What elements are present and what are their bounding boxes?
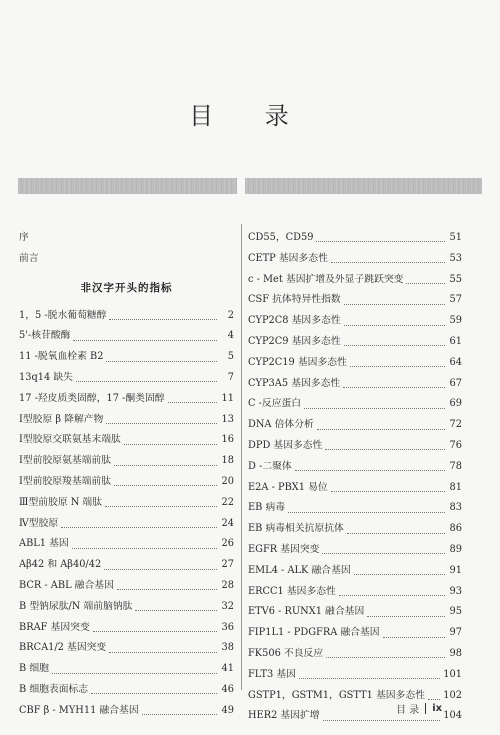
toc-entry-page-number: 95 bbox=[449, 606, 462, 618]
toc-entry-page-number: 55 bbox=[449, 273, 462, 285]
toc-entry[interactable] bbox=[248, 644, 462, 665]
toc-entry-title: Aβ42 和 Aβ40/42 bbox=[19, 559, 102, 571]
toc-entry[interactable] bbox=[248, 374, 462, 395]
toc-entry-page-number: 101 bbox=[443, 668, 462, 680]
toc-entry[interactable] bbox=[19, 451, 234, 472]
toc-entry[interactable] bbox=[19, 430, 234, 451]
toc-entry[interactable] bbox=[248, 478, 462, 499]
toc-entry-title: CETP 基因多态性 bbox=[248, 252, 328, 264]
toc-entry-title: D -二聚体 bbox=[248, 460, 292, 472]
toc-entry-leader-dots bbox=[288, 511, 445, 513]
toc-entry-leader-dots bbox=[91, 692, 217, 694]
toc-entry-page-number: 36 bbox=[221, 621, 234, 633]
toc-entry-page-number: 38 bbox=[221, 642, 234, 654]
toc-entry-page-number: 102 bbox=[443, 689, 462, 701]
toc-entry-page-number: 18 bbox=[221, 455, 234, 467]
toc-entry[interactable] bbox=[19, 680, 234, 701]
toc-entry-leader-dots bbox=[135, 609, 217, 611]
toc-entry-page-number: 53 bbox=[449, 252, 462, 264]
toc-right-column bbox=[248, 228, 462, 727]
toc-entry[interactable] bbox=[248, 498, 462, 519]
toc-entry-title: DPD 基因多态性 bbox=[248, 439, 323, 451]
toc-entry-page-number: 5 bbox=[227, 351, 234, 363]
toc-entry-title: B 型钠尿肽/N 端前脑钠肽 bbox=[19, 600, 133, 612]
toc-entry-page-number: 61 bbox=[449, 335, 462, 347]
toc-entry-title: 13q14 缺失 bbox=[19, 371, 73, 383]
toc-entry-page-number: 97 bbox=[449, 627, 462, 639]
toc-entry-page-number: 32 bbox=[221, 600, 234, 612]
footer-separator bbox=[425, 703, 426, 714]
column-divider bbox=[241, 224, 242, 690]
toc-entry-page-number: 26 bbox=[221, 538, 234, 550]
toc-entry-title: 11 -脱氧血栓素 B2 bbox=[19, 351, 104, 363]
toc-entry-title: GSTP1，GSTM1，GSTT1 基因多态性 bbox=[248, 689, 425, 701]
toc-entry-title: Ⅰ型前胶原羧基端前肽 bbox=[19, 475, 112, 487]
toc-entry-page-number: 81 bbox=[449, 481, 462, 493]
toc-entry-title: BRCA1/2 基因突变 bbox=[19, 642, 107, 654]
toc-entry-title: 5'-核苷酸酶 bbox=[19, 330, 71, 342]
toc-entry[interactable] bbox=[248, 665, 462, 686]
toc-entry-leader-dots bbox=[316, 240, 445, 242]
toc-entry-page-number: 28 bbox=[221, 579, 234, 591]
toc-entry-page-number: 24 bbox=[221, 517, 234, 529]
toc-entry[interactable] bbox=[248, 249, 462, 270]
toc-entry-title: CSF 抗体特异性指数 bbox=[248, 294, 341, 306]
toc-entry[interactable] bbox=[19, 638, 234, 659]
toc-entry[interactable] bbox=[19, 659, 234, 680]
toc-entry-title: 1，5 -脱水葡萄糖醇 bbox=[19, 309, 107, 321]
toc-entry-page-number: 67 bbox=[449, 377, 462, 389]
toc-entry[interactable] bbox=[19, 597, 234, 618]
toc-entry-page-number: 4 bbox=[227, 330, 234, 342]
toc-entry-page-number: 69 bbox=[449, 398, 462, 410]
toc-left-column bbox=[19, 228, 234, 722]
toc-entry-page-number: 27 bbox=[221, 559, 234, 571]
toc-entry-leader-dots bbox=[339, 594, 445, 596]
toc-entry[interactable] bbox=[19, 618, 234, 639]
toc-entry[interactable] bbox=[248, 415, 462, 436]
toc-entry-leader-dots bbox=[72, 547, 217, 549]
toc-entry-leader-dots bbox=[114, 464, 217, 466]
toc-entry-leader-dots bbox=[109, 318, 217, 320]
toc-entry-leader-dots bbox=[295, 469, 445, 471]
toc-entry-title: FIP1L1 - PDGFRA 融合基因 bbox=[248, 627, 380, 639]
toc-entry[interactable] bbox=[19, 472, 234, 493]
toc-entry-title: Ⅳ型胶原 bbox=[19, 517, 59, 529]
toc-entry-leader-dots bbox=[367, 615, 445, 617]
toc-entry-title: 17 -羟皮质类固醇，17 -酮类固醇 bbox=[19, 392, 165, 404]
toc-entry-leader-dots bbox=[73, 339, 217, 341]
toc-entry[interactable] bbox=[248, 332, 462, 353]
toc-entry-leader-dots bbox=[383, 636, 445, 638]
header-band-left bbox=[18, 178, 237, 194]
toc-entry[interactable] bbox=[248, 353, 462, 374]
toc-entry-leader-dots bbox=[304, 407, 445, 409]
footer-page-number: ix bbox=[432, 703, 443, 714]
toc-entry-leader-dots bbox=[104, 568, 217, 570]
toc-entry-leader-dots bbox=[61, 526, 217, 528]
toc-entry-page-number: 49 bbox=[221, 704, 234, 716]
toc-entry-leader-dots bbox=[322, 552, 445, 554]
toc-entry-page-number: 51 bbox=[449, 232, 462, 243]
toc-entry-title: FK506 不良反应 bbox=[248, 647, 324, 659]
toc-entry-title: ABL1 基因 bbox=[19, 538, 69, 550]
toc-entry-title: c - Met 基因扩增及外显子跳跃突变 bbox=[248, 273, 404, 285]
toc-entry[interactable] bbox=[19, 368, 234, 389]
toc-entry-title: CYP2C9 基因多态性 bbox=[248, 335, 341, 347]
toc-entry-page-number: 57 bbox=[449, 294, 462, 306]
toc-entry-title: CYP3A5 基因多态性 bbox=[248, 377, 341, 389]
toc-entry-leader-dots bbox=[331, 261, 445, 263]
toc-entry[interactable] bbox=[248, 602, 462, 623]
toc-entry-leader-dots bbox=[52, 672, 217, 674]
toc-entry-leader-dots bbox=[331, 490, 445, 492]
toc-entry[interactable] bbox=[19, 534, 234, 555]
toc-entry-title: CD55，CD59 bbox=[248, 232, 314, 243]
toc-entry-title: ERCC1 基因多态性 bbox=[248, 585, 336, 597]
toc-entry-leader-dots bbox=[347, 532, 445, 534]
toc-entry-page-number: 41 bbox=[221, 663, 234, 675]
toc-entry-title: FLT3 基因 bbox=[248, 668, 296, 680]
toc-entry-page-number: 98 bbox=[449, 647, 462, 659]
toc-entry-title: Ⅰ型胶原交联氨基末端肽 bbox=[19, 434, 121, 446]
toc-entry-leader-dots bbox=[344, 303, 445, 305]
toc-entry-page-number: 7 bbox=[227, 371, 234, 383]
toc-entry[interactable] bbox=[19, 555, 234, 576]
toc-entry-title: EML4 - ALK 融合基因 bbox=[248, 564, 351, 576]
toc-entry-leader-dots bbox=[76, 380, 217, 382]
toc-entry-leader-dots bbox=[142, 713, 217, 715]
toc-entry-title: DNA 倍体分析 bbox=[248, 419, 314, 431]
toc-entry-page-number: 46 bbox=[221, 683, 234, 695]
toc-entry-page-number: 72 bbox=[449, 419, 462, 431]
toc-entry-page-number: 20 bbox=[221, 475, 234, 487]
toc-entry-title: E2A - PBX1 易位 bbox=[248, 481, 328, 493]
toc-entry-page-number: 89 bbox=[449, 543, 462, 555]
toc-entry-leader-dots bbox=[350, 365, 445, 367]
toc-entry-leader-dots bbox=[299, 677, 440, 679]
toc-entry-title: ETV6 - RUNX1 融合基因 bbox=[248, 606, 365, 618]
toc-entry-leader-dots bbox=[323, 719, 441, 721]
toc-entry[interactable] bbox=[248, 540, 462, 561]
toc-entry[interactable] bbox=[19, 306, 234, 327]
page-footer bbox=[396, 701, 442, 716]
header-band-right bbox=[245, 178, 482, 194]
toc-entry-title: BRAF 基因突变 bbox=[19, 621, 90, 633]
toc-entry-page-number: 93 bbox=[449, 585, 462, 597]
toc-entry-page-number: 104 bbox=[443, 710, 462, 722]
toc-entry[interactable] bbox=[248, 290, 462, 311]
toc-entry[interactable] bbox=[19, 347, 234, 368]
toc-entry[interactable] bbox=[19, 576, 234, 597]
toc-entry[interactable] bbox=[19, 326, 234, 347]
toc-entry[interactable] bbox=[19, 701, 234, 722]
toc-entry-leader-dots bbox=[168, 401, 217, 403]
toc-entry-leader-dots bbox=[109, 651, 217, 653]
toc-entry-leader-dots bbox=[105, 505, 217, 507]
toc-entry-page-number: 64 bbox=[449, 356, 462, 368]
toc-entry-leader-dots bbox=[117, 588, 217, 590]
toc-entry-leader-dots bbox=[106, 360, 217, 362]
toc-entry-page-number: 16 bbox=[221, 434, 234, 446]
toc-entry-page-number: 22 bbox=[221, 496, 234, 508]
toc-right-list bbox=[248, 228, 462, 727]
toc-entry[interactable] bbox=[248, 623, 462, 644]
toc-entry-page-number: 76 bbox=[449, 439, 462, 451]
toc-entry[interactable] bbox=[19, 493, 234, 514]
toc-entry-leader-dots bbox=[325, 448, 445, 450]
toc-entry-title: B 细胞表面标志 bbox=[19, 683, 89, 695]
toc-entry-title: EGFR 基因突变 bbox=[248, 543, 320, 555]
toc-entry-page-number: 13 bbox=[221, 413, 234, 425]
toc-entry-leader-dots bbox=[106, 422, 217, 424]
toc-entry-title: C -反应蛋白 bbox=[248, 398, 302, 410]
toc-entry-foreword[interactable]: 前言 bbox=[19, 252, 39, 264]
toc-entry[interactable] bbox=[248, 311, 462, 332]
toc-entry-title: HER2 基因扩增 bbox=[248, 710, 320, 722]
toc-entry-title: EB 病毒 bbox=[248, 502, 286, 514]
toc-entry-leader-dots bbox=[344, 344, 445, 346]
toc-entry[interactable] bbox=[248, 519, 462, 540]
toc-entry-page-number: 2 bbox=[227, 309, 234, 321]
toc-entry-leader-dots bbox=[343, 386, 445, 388]
toc-entry-leader-dots bbox=[317, 428, 445, 430]
toc-entry-title: Ⅰ型胶原 β 降解产物 bbox=[19, 413, 104, 425]
toc-entry-page-number: 83 bbox=[449, 502, 462, 514]
toc-entry-title: CYP2C19 基因多态性 bbox=[248, 356, 347, 368]
toc-entry[interactable] bbox=[19, 514, 234, 535]
toc-entry[interactable] bbox=[248, 394, 462, 415]
toc-entry-preface[interactable]: 序 bbox=[19, 232, 29, 243]
toc-left-list bbox=[19, 306, 234, 722]
page-title: 目 录 bbox=[189, 102, 311, 130]
toc-entry-title: CYP2C8 基因多态性 bbox=[248, 315, 341, 327]
toc-entry-leader-dots bbox=[124, 443, 217, 445]
toc-entry-title: Ⅲ型前胶原 N 端肽 bbox=[19, 496, 103, 508]
toc-entry-title: BCR - ABL 融合基因 bbox=[19, 579, 114, 591]
toc-entry-page-number: 59 bbox=[449, 315, 462, 327]
toc-entry[interactable] bbox=[248, 270, 462, 291]
toc-entry-leader-dots bbox=[344, 324, 445, 326]
toc-entry[interactable] bbox=[19, 410, 234, 431]
toc-entry-page-number: 78 bbox=[449, 460, 462, 472]
toc-entry-leader-dots bbox=[406, 282, 445, 284]
toc-entry-leader-dots bbox=[354, 573, 445, 575]
toc-entry-leader-dots bbox=[93, 630, 217, 632]
toc-entry-leader-dots bbox=[326, 656, 445, 658]
footer-label: 目 录 bbox=[396, 705, 420, 716]
toc-entry[interactable] bbox=[248, 436, 462, 457]
toc-entry[interactable] bbox=[248, 582, 462, 603]
toc-entry-title: EB 病毒相关抗原抗体 bbox=[248, 523, 344, 535]
toc-entry[interactable] bbox=[248, 457, 462, 478]
toc-entry[interactable] bbox=[248, 228, 462, 249]
toc-entry-page-number: 91 bbox=[449, 564, 462, 576]
toc-entry-page-number: 11 bbox=[221, 392, 234, 404]
toc-entry[interactable] bbox=[19, 389, 234, 410]
toc-entry-title: B 细胞 bbox=[19, 663, 49, 675]
toc-entry-leader-dots bbox=[428, 698, 440, 700]
toc-entry-title: CBF β - MYH11 融合基因 bbox=[19, 704, 139, 716]
section-heading: 非汉字开头的指标 bbox=[80, 281, 173, 294]
toc-entry-title: Ⅰ型前胶原氨基端前肽 bbox=[19, 455, 112, 467]
toc-entry-leader-dots bbox=[114, 484, 217, 486]
toc-entry-page-number: 86 bbox=[449, 523, 462, 535]
toc-entry[interactable] bbox=[248, 561, 462, 582]
